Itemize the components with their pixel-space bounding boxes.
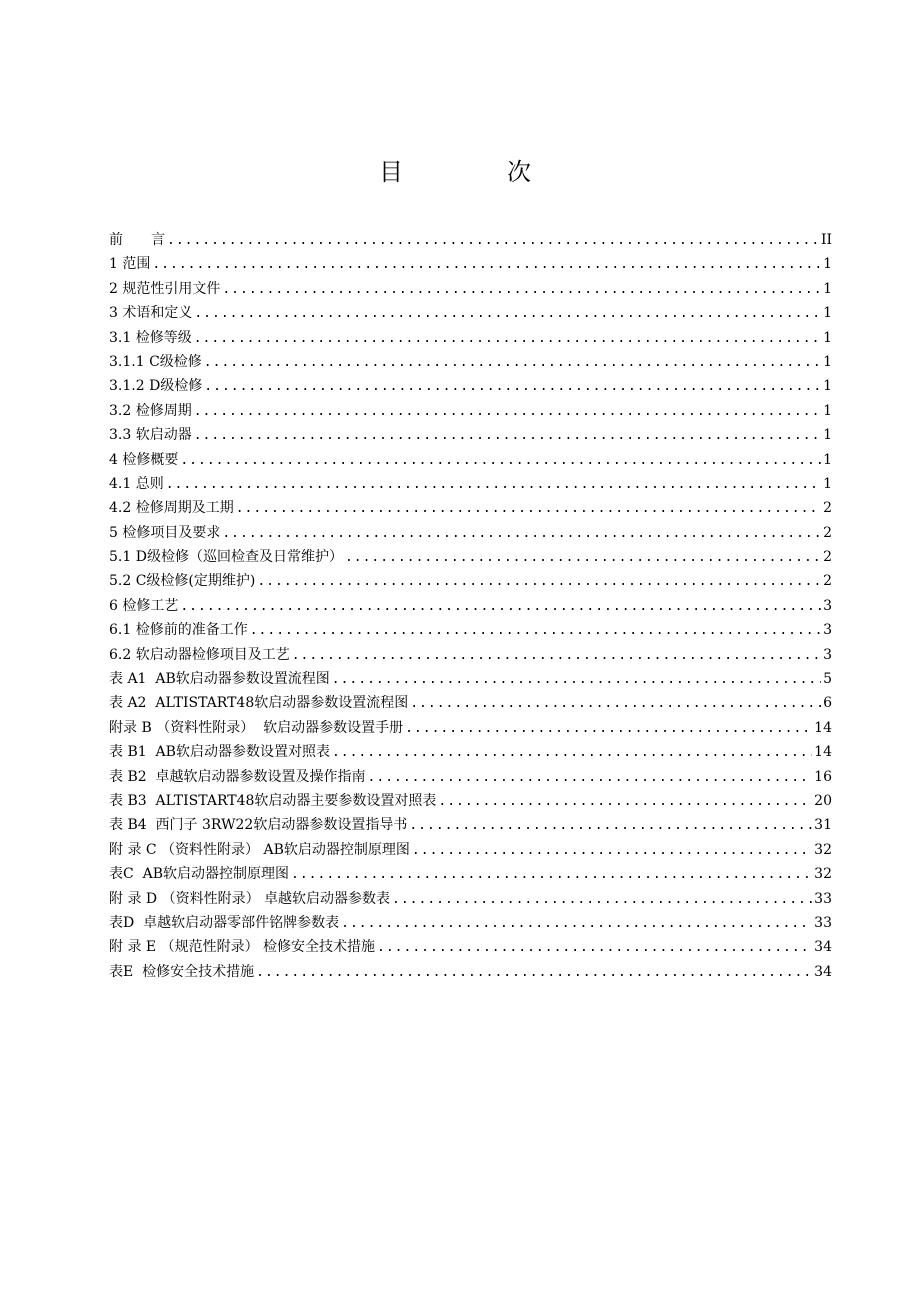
- toc-entry-page-number: II: [820, 232, 832, 248]
- toc-entry-page-number: 3: [823, 622, 832, 639]
- toc-entry-page-number: 1: [823, 402, 832, 419]
- toc-entry-page-number: 3: [823, 646, 832, 663]
- toc-entry-label: 6.2 软启动器检修项目及工艺: [109, 646, 290, 663]
- toc-entry[interactable]: [109, 716, 832, 740]
- toc-entry[interactable]: [109, 618, 832, 642]
- toc-entry-label: 附 录 C （资料性附录） AB软启动器控制原理图: [109, 841, 410, 858]
- toc-entry-label: 表 A1 AB软启动器参数设置流程图: [109, 671, 330, 688]
- toc-dot-leader: [167, 229, 819, 252]
- toc-entry-label: 表 B4 西门子 3RW22软启动器参数设置指导书: [109, 817, 408, 834]
- toc-dot-leader: [250, 619, 821, 642]
- toc-entry-label: 5.1 D级检修（巡回检查及日常维护）: [109, 549, 343, 566]
- toc-entry-label: 表 A2 ALTISTART48软启动器参数设置流程图: [109, 695, 409, 712]
- toc-entry-label: 前 言: [109, 232, 165, 248]
- toc-entry[interactable]: [109, 252, 832, 276]
- toc-dot-leader: [257, 570, 821, 593]
- toc-dot-leader: [377, 936, 812, 959]
- toc-dot-leader: [292, 644, 821, 667]
- toc-entry-page-number: 1: [823, 475, 832, 492]
- toc-entry-label: 附 录 E （规范性附录） 检修安全技术措施: [109, 939, 376, 956]
- toc-dot-leader: [194, 327, 821, 350]
- toc-title: 目 次: [379, 158, 571, 186]
- toc-list: [109, 228, 832, 984]
- toc-dot-leader: [166, 473, 821, 496]
- toc-entry[interactable]: [109, 521, 832, 545]
- toc-dot-leader: [392, 888, 812, 911]
- toc-entry-label: 6 检修工艺: [109, 597, 179, 614]
- toc-entry-label: 表 B3 ALTISTART48软启动器主要参数设置对照表: [109, 792, 437, 809]
- toc-entry[interactable]: [109, 838, 832, 862]
- toc-entry-label: 表C AB软启动器控制原理图: [109, 866, 290, 883]
- toc-entry-label: 5.2 C级检修(定期维护): [109, 573, 256, 590]
- toc-entry-page-number: 5: [823, 671, 832, 688]
- toc-dot-leader: [256, 961, 812, 984]
- toc-dot-leader: [222, 278, 821, 301]
- toc-entry-label: 表 B2 卓越软启动器参数设置及操作指南: [109, 768, 366, 785]
- toc-entry[interactable]: [109, 448, 832, 472]
- toc-dot-leader: [332, 741, 812, 764]
- toc-entry-label: 3 术语和定义: [109, 305, 193, 322]
- toc-entry-page-number: 2: [823, 500, 832, 517]
- toc-entry[interactable]: [109, 862, 832, 886]
- toc-entry-page-number: 16: [814, 768, 832, 785]
- toc-dot-leader: [222, 522, 821, 545]
- toc-entry-page-number: 33: [814, 914, 832, 931]
- toc-entry[interactable]: [109, 423, 832, 447]
- toc-entry[interactable]: [109, 667, 832, 691]
- toc-entry[interactable]: [109, 960, 832, 984]
- toc-dot-leader: [236, 497, 821, 520]
- toc-entry[interactable]: [109, 374, 832, 398]
- toc-entry-page-number: 1: [823, 427, 832, 444]
- toc-entry-page-number: 34: [814, 939, 832, 956]
- toc-dot-leader: [332, 668, 821, 691]
- toc-entry-label: 3.2 检修周期: [109, 402, 192, 419]
- toc-dot-leader: [194, 302, 821, 325]
- toc-dot-leader: [152, 253, 821, 276]
- toc-entry-label: 附录 B （资料性附录） 软启动器参数设置手册: [109, 719, 404, 736]
- toc-entry-page-number: 1: [823, 256, 832, 273]
- toc-dot-leader: [368, 766, 813, 789]
- toc-entry[interactable]: [109, 472, 832, 496]
- toc-entry-page-number: 1: [823, 305, 832, 322]
- toc-entry-page-number: 33: [814, 890, 832, 907]
- toc-entry-label: 表D 卓越软启动器零部件铭牌参数表: [109, 914, 340, 931]
- toc-dot-leader: [409, 814, 812, 837]
- toc-entry-page-number: 2: [823, 573, 832, 590]
- toc-entry-page-number: 1: [823, 378, 832, 395]
- toc-entry[interactable]: [109, 691, 832, 715]
- toc-entry-label: 表 B1 AB软启动器参数设置对照表: [109, 744, 330, 761]
- toc-dot-leader: [405, 717, 812, 740]
- toc-dot-leader: [204, 375, 821, 398]
- toc-entry-label: 3.3 软启动器: [109, 427, 192, 444]
- toc-entry-label: 4 检修概要: [109, 451, 179, 468]
- toc-entry-page-number: 1: [823, 353, 832, 370]
- toc-dot-leader: [341, 912, 812, 935]
- toc-dot-leader: [180, 449, 821, 472]
- toc-entry-label: 3.1.1 C级检修: [109, 353, 202, 370]
- toc-entry[interactable]: [109, 594, 832, 618]
- toc-entry[interactable]: [109, 496, 832, 520]
- toc-entry-page-number: 32: [814, 841, 832, 858]
- toc-entry-label: 附 录 D （资料性附录） 卓越软启动器参数表: [109, 890, 391, 907]
- toc-entry[interactable]: [109, 277, 832, 301]
- toc-dot-leader: [194, 400, 821, 423]
- toc-entry[interactable]: [109, 569, 832, 593]
- toc-dot-leader: [345, 546, 821, 569]
- toc-entry[interactable]: [109, 911, 832, 935]
- toc-entry-page-number: 14: [814, 744, 832, 761]
- toc-entry-label: 5 检修项目及要求: [109, 524, 221, 541]
- toc-entry-page-number: 1: [823, 451, 832, 468]
- toc-entry[interactable]: [109, 350, 832, 374]
- toc-entry-page-number: 31: [814, 817, 832, 834]
- toc-entry-page-number: 2: [823, 524, 832, 541]
- toc-entry-label: 4.2 检修周期及工期: [109, 500, 234, 517]
- toc-entry-page-number: 14: [814, 719, 832, 736]
- toc-entry[interactable]: [109, 935, 832, 959]
- toc-entry-label: 6.1 检修前的准备工作: [109, 622, 248, 639]
- toc-entry[interactable]: [109, 545, 832, 569]
- toc-dot-leader: [412, 839, 812, 862]
- toc-dot-leader: [291, 863, 812, 886]
- toc-entry-page-number: 20: [814, 792, 832, 809]
- toc-dot-leader: [204, 351, 821, 374]
- toc-entry-page-number: 1: [823, 280, 832, 297]
- toc-entry[interactable]: [109, 399, 832, 423]
- toc-entry-label: 表E 检修安全技术措施: [109, 963, 255, 980]
- toc-entry-label: 3.1.2 D级检修: [109, 378, 203, 395]
- toc-entry-page-number: 34: [814, 963, 832, 980]
- toc-entry-page-number: 6: [823, 695, 832, 712]
- toc-entry-page-number: 3: [823, 597, 832, 614]
- toc-entry[interactable]: [109, 228, 832, 252]
- toc-entry[interactable]: [109, 813, 832, 837]
- toc-entry[interactable]: [109, 740, 832, 764]
- toc-entry[interactable]: [109, 789, 832, 813]
- toc-entry-page-number: 1: [823, 329, 832, 346]
- toc-entry[interactable]: [109, 326, 832, 350]
- toc-entry[interactable]: [109, 765, 832, 789]
- toc-entry-page-number: 32: [814, 866, 832, 883]
- toc-entry-label: 2 规范性引用文件: [109, 280, 221, 297]
- toc-dot-leader: [180, 595, 821, 618]
- toc-dot-leader: [194, 424, 821, 447]
- toc-entry[interactable]: [109, 301, 832, 325]
- toc-entry-label: 1 范围: [109, 256, 151, 273]
- toc-dot-leader: [410, 692, 821, 715]
- toc-entry[interactable]: [109, 643, 832, 667]
- toc-entry-label: 4.1 总则: [109, 475, 164, 492]
- toc-entry[interactable]: [109, 887, 832, 911]
- toc-entry-label: 3.1 检修等级: [109, 329, 192, 346]
- toc-entry-page-number: 2: [823, 549, 832, 566]
- toc-dot-leader: [438, 790, 812, 813]
